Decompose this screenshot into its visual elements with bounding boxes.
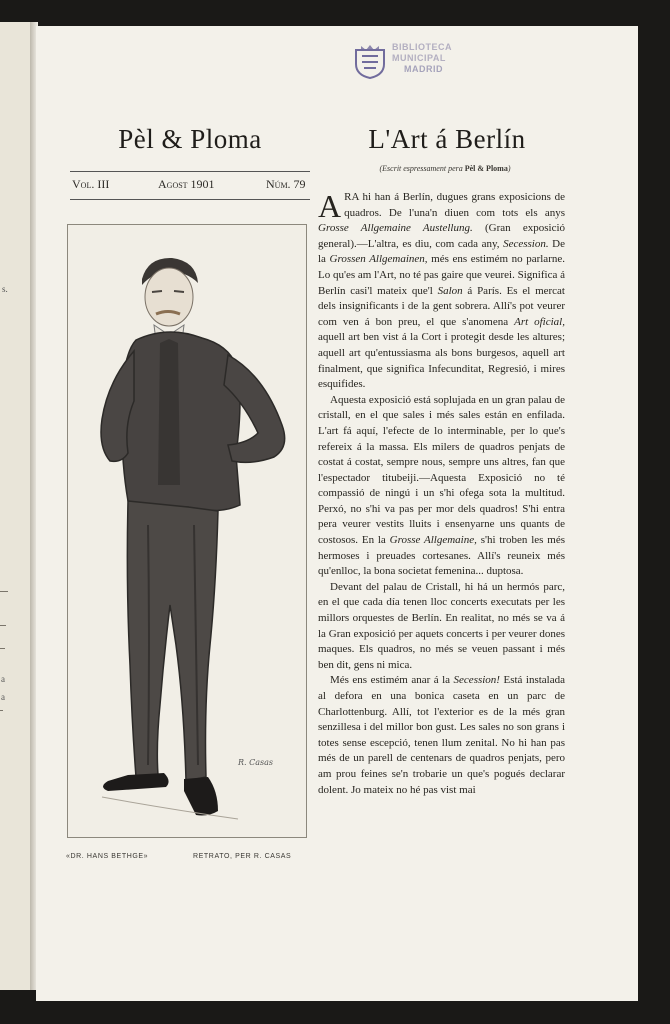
paragraph-3: Devant del palau de Cristall, hi há un hermós parc, en el que cada día tenen lloc concerts executats per les millors orquestes de Berlín. En realitat, no més se va á la Gran exposició per aquets concerts i per veurer dones maques. Els quadros, no més se veuen passant i més ben dit, gens ni mica. [318, 580, 565, 671]
drop-cap: A [318, 188, 342, 224]
shoe-right [184, 777, 218, 816]
issue-rule-top [70, 171, 310, 172]
stamp-line-2: MUNICIPAL [392, 53, 446, 63]
issue-rule-bottom [70, 199, 310, 200]
artist-signature: R. Casas [238, 758, 273, 767]
masthead: Pèl & Ploma [118, 124, 262, 154]
stamp-line-3: MADRID [404, 64, 443, 74]
paragraph-1: ARA hi han á Berlín, dugues grans exposicions de quadros. De l'una'n diuen com tots els anys Grosse Allgemaine Austellung. (Gran exposició general).—L'altra, es diu, com cada any, Secession. De la Grossen Allgemainen, més ens estimém no parlarne. Lo qu'es am l'Art, no té pas gaire que veurei. Significa á Berlín casi'l mateix que'l Salon á París. Es el mercat dels insignificants i de la gent sobrera. Allí's pot veurer com ven á bon preu, el que s'anomena Art oficial, aquell art ben vist á la Cort i protegit desde les altures; aquell art qu'entussiasma als bons burgesos, aquell art finalment, que significa Infecunditat, Regresió, i mires esquifides. [318, 188, 566, 391]
face [145, 268, 193, 326]
adjacent-page-edge [0, 22, 34, 990]
jacket [122, 332, 240, 511]
portrait-drawing [68, 225, 306, 837]
caption-subject: «DR. HANS BETHGE» [66, 853, 149, 860]
adjacent-page-glyph: a [1, 674, 5, 684]
adjacent-page-glyph: s. [2, 284, 8, 294]
stamp-line-1: BIBLIOTECA [392, 42, 452, 52]
portrait-illustration [67, 224, 307, 838]
article-subtitle: (Escrit espressament pera Pèl & Ploma) [379, 164, 511, 173]
issue-number: Núm. 79 [266, 177, 306, 191]
crest-icon [352, 42, 388, 80]
article-body [318, 190, 565, 798]
caption-credit: RETRATO, PER R. CASAS [193, 853, 292, 860]
issue-volume: Vol. III [72, 177, 110, 191]
paragraph-2: Aquesta exposició está soplujada en un gran palau de cristall, en el que sales i més sales están en enfilada. L'art fá aquí, l'efecte de lo interminable, per lo que's refereix á la massa. Els milers de quadros penjats de costat á costat, sempre nous, sempre uns altres, fan que l'espectador titubeiji.—Aquesta Exposició no té compassió de ningú i un s'hi ofega sota la multitud. Perxó, no s'hi va pas per mor dels quadros! S'hi entra pera veurer vestits lluits i ensenyarne uns quants de costosos. En la Grosse Allgemaine, s'hi troben les més hermoses i preuades cortesanes. Allí's reuneix més qu'enlloc, la bona societat femenina... duptosa. [318, 393, 565, 578]
adjacent-page-glyph: a [1, 692, 5, 702]
paragraph-4: Més ens estimém anar á la Secession! Está instalada al defora en una bonica caseta en un parc de Charlottenburg. Allí, tot l'exterior es de la més gran senzillesa i del millor bon gust. Les sales no son grans i totes sense escepció, tenen llum zenital. No hi han pas més de un parell de centenars de quadros penjats, pero am prou feines se'n trobarie un que's pogués declarar dolent. Jo mateix no hé pas vist mai [318, 674, 565, 796]
library-stamp [352, 40, 482, 84]
article-title: L'Art á Berlín [368, 124, 526, 154]
issue-date: Agost 1901 [158, 177, 215, 191]
issue-info [70, 177, 310, 193]
trousers [127, 501, 218, 781]
shoe-left [103, 773, 169, 791]
